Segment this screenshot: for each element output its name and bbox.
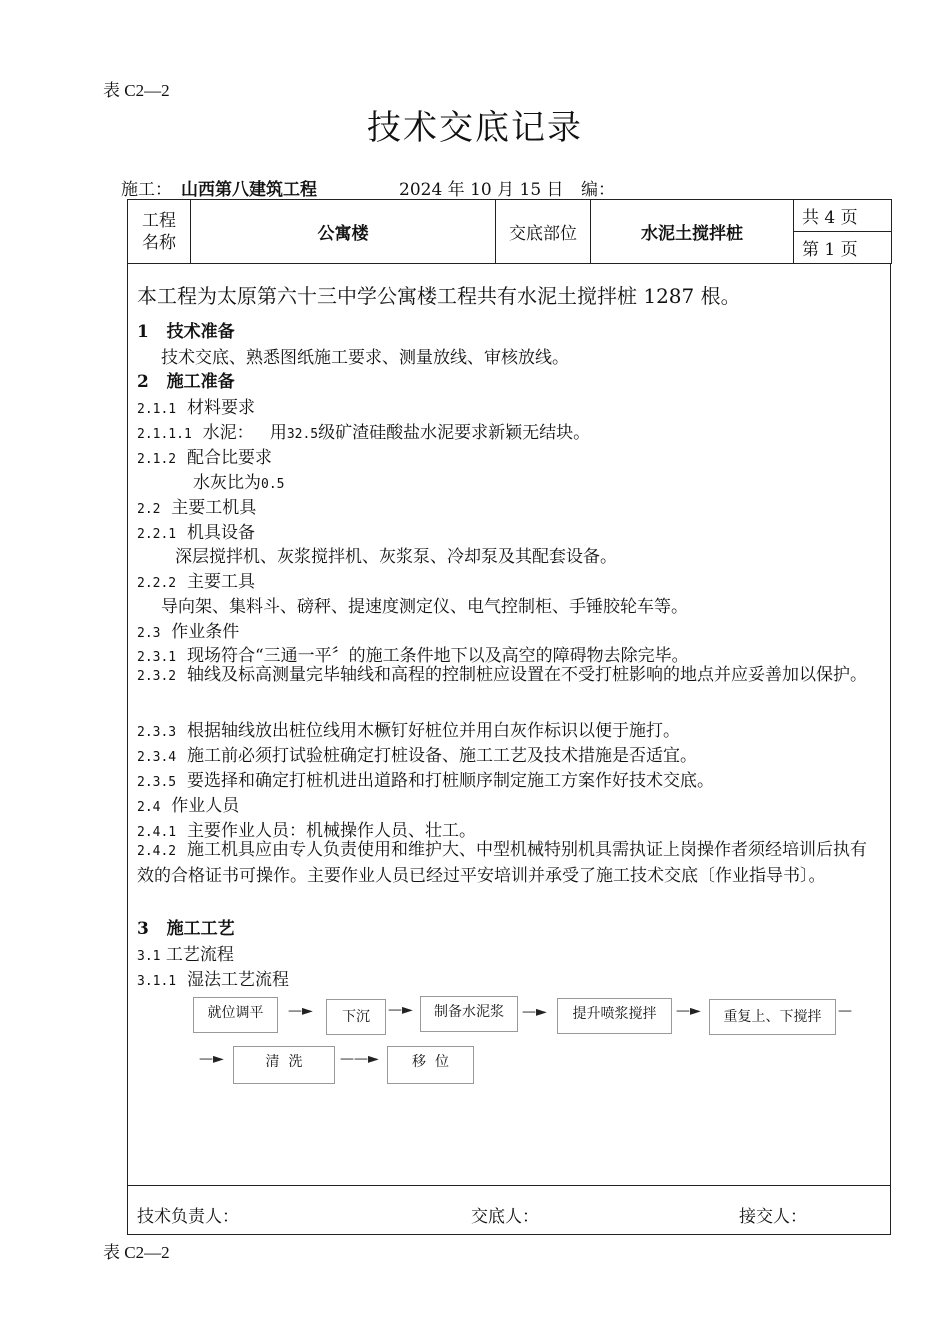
item-number: 2.3.1 (137, 650, 177, 665)
flow-step-prepare-slurry: 制备水泥浆 (420, 996, 518, 1032)
date: 2024 年 10 月 15 日 (399, 180, 564, 200)
page-number: 第 1 页 (794, 232, 892, 264)
tools-list: 导向架、集料斗、磅秤、提速度测定仪、电气控制柜、手锤胶轮车等。 (161, 597, 688, 617)
item-3-1 (137, 940, 234, 965)
section-1-text: 技术交底、熟悉图纸施工要求、测量放线、审核放线。 (161, 348, 569, 368)
number-label: 编： (581, 180, 615, 200)
section-1-heading (137, 317, 235, 342)
flow-step-cleaning: 清 洗 (233, 1046, 335, 1084)
tech-lead-label: 技术负责人： (137, 1207, 239, 1227)
construction-unit: 山西第八建筑工程 (181, 180, 317, 200)
item-number: 2.1.1 (137, 402, 177, 417)
item-text: 主要工具 (186, 572, 255, 592)
flow-step-sinking: 下沉 (326, 999, 386, 1035)
page-title: 技术交底记录 (367, 108, 583, 148)
item-text: 主要作业人员：机械操作人员、壮工。 (186, 821, 476, 841)
ratio-value: 0.5 (261, 477, 285, 492)
item-number: 2.3.4 (137, 750, 177, 765)
project-name-label (128, 200, 191, 264)
item-text: 配合比要求 (186, 448, 272, 468)
item-number: 2.2 (137, 502, 161, 517)
flow-step-relocate: 移 位 (387, 1046, 474, 1084)
section-2-number: 2 (137, 372, 149, 392)
item-number: 2.1.2 (137, 452, 177, 467)
item-2-2 (137, 493, 256, 518)
item-2-1-1-1 (137, 418, 590, 443)
section-3-title: 施工工艺 (166, 919, 235, 939)
construction-label: 施工： (121, 180, 172, 200)
signature-divider (127, 1185, 891, 1186)
section-3-number: 3 (137, 919, 149, 939)
item-text: 根据轴线放出桩位线用木橛钉好桩位并用白灰作标识以便于施打。 (186, 721, 680, 741)
item-text: 工艺流程 (165, 945, 234, 965)
flow-step-repeat-mixing: 重复上、下搅拌 (709, 999, 836, 1035)
water-cement-ratio (193, 468, 284, 493)
item-text: 水灰比为 (193, 473, 261, 493)
item-number: 2.1.1.1 (137, 427, 192, 442)
item-number: 2.3.3 (137, 725, 177, 740)
cement-grade: 32.5 (286, 427, 319, 442)
form-code-bottom: 表 C2—2 (103, 1243, 170, 1262)
project-name-label-line2: 名称 (142, 232, 176, 253)
item-text: 作业人员 (171, 796, 240, 816)
item-2-2-2 (137, 567, 255, 592)
item-2-3-3 (137, 716, 680, 741)
item-text: 要选择和确定打桩机进出道路和打桩顺序制定施工方案作好技术交底。 (186, 771, 714, 791)
flow-step-positioning: 就位调平 (193, 997, 278, 1033)
item-number: 2.2.2 (137, 576, 177, 591)
item-text: 作业条件 (171, 622, 240, 642)
arrow-right-icon: —► (199, 1051, 224, 1067)
item-2-3 (137, 617, 239, 642)
item-3-1-1 (137, 965, 289, 990)
receiver-label: 接交人： (739, 1207, 807, 1227)
item-number: 3.1.1 (137, 974, 177, 989)
arrow-right-icon: —► (676, 1003, 701, 1019)
item-text: 施工机具应由专人负责使用和维护大、中型机械特别机具需执证上岗操作者须经培训后执有效的合格证书可操作。主要作业人员已经过平安培训并承受了施工技术交底〔作业指导书〕。 (137, 840, 867, 886)
item-2-3-5 (137, 766, 714, 791)
discloser-label: 交底人： (471, 1207, 539, 1227)
intro-text: 本工程为太原第六十三中学公寓楼工程共有水泥土搅拌桩 1287 根。 (137, 284, 741, 308)
item-text: 施工前必须打试验桩确定打桩设备、施工工艺及技术措施是否适宜。 (186, 746, 697, 766)
section-2-title: 施工准备 (166, 372, 235, 392)
section-1-title: 技术准备 (166, 322, 235, 342)
item-number: 2.2.1 (137, 527, 177, 542)
section-1-number: 1 (137, 322, 149, 342)
item-2-2-1 (137, 518, 255, 543)
item-text: 轴线及标高测量完毕轴线和高程的控制桩应设置在不受打桩影响的地点并应妥善加以保护。 (186, 665, 867, 685)
item-2-1-1 (137, 393, 255, 418)
arrow-right-icon: —► (288, 1003, 313, 1019)
item-2-3-4 (137, 741, 697, 766)
form-code-top: 表 C2—2 (103, 81, 170, 100)
equipment-list: 深层搅拌机、灰浆搅拌机、灰浆泵、冷却泵及其配套设备。 (175, 547, 617, 567)
item-text: 机具设备 (186, 523, 255, 543)
meta-table (127, 199, 892, 264)
item-number: 2.4.1 (137, 825, 177, 840)
item-2-4 (137, 791, 239, 816)
item-2-3-2 (137, 663, 882, 689)
item-number: 2.3.5 (137, 775, 177, 790)
section-3-heading (137, 914, 235, 939)
arrow-right-icon: —► (388, 1002, 413, 1018)
item-text: 材料要求 (186, 398, 255, 418)
item-text: 湿法工艺流程 (186, 970, 289, 990)
project-name-label-line1: 工程 (142, 210, 176, 231)
item-number: 2.4 (137, 800, 161, 815)
item-number: 2.3.2 (137, 669, 177, 684)
part-value: 水泥土搅拌桩 (591, 200, 794, 264)
section-2-heading (137, 367, 235, 392)
item-text: 现场符合“三通一平〞的施工条件地下以及高空的障碍物去除完毕。 (186, 646, 689, 666)
item-text: 主要工机具 (171, 498, 257, 518)
item-2-4-2 (137, 838, 882, 888)
item-text: 级矿渣硅酸盐水泥要求新颖无结块。 (318, 423, 591, 443)
total-pages: 共 4 页 (794, 200, 892, 232)
flow-step-lift-spray-mix: 提升喷浆搅拌 (557, 998, 672, 1034)
item-number: 2.4.2 (137, 844, 177, 859)
part-label: 交底部位 (496, 200, 591, 264)
item-number: 3.1 (137, 949, 161, 964)
item-text: 水泥： 用 (202, 423, 287, 443)
project-name-value: 公寓楼 (191, 200, 496, 264)
item-number: 2.3 (137, 626, 161, 641)
flow-continuation-line: — (838, 1003, 852, 1019)
arrow-right-icon: ——► (340, 1051, 379, 1067)
arrow-right-icon: —► (522, 1004, 547, 1020)
item-2-1-2 (137, 443, 272, 468)
